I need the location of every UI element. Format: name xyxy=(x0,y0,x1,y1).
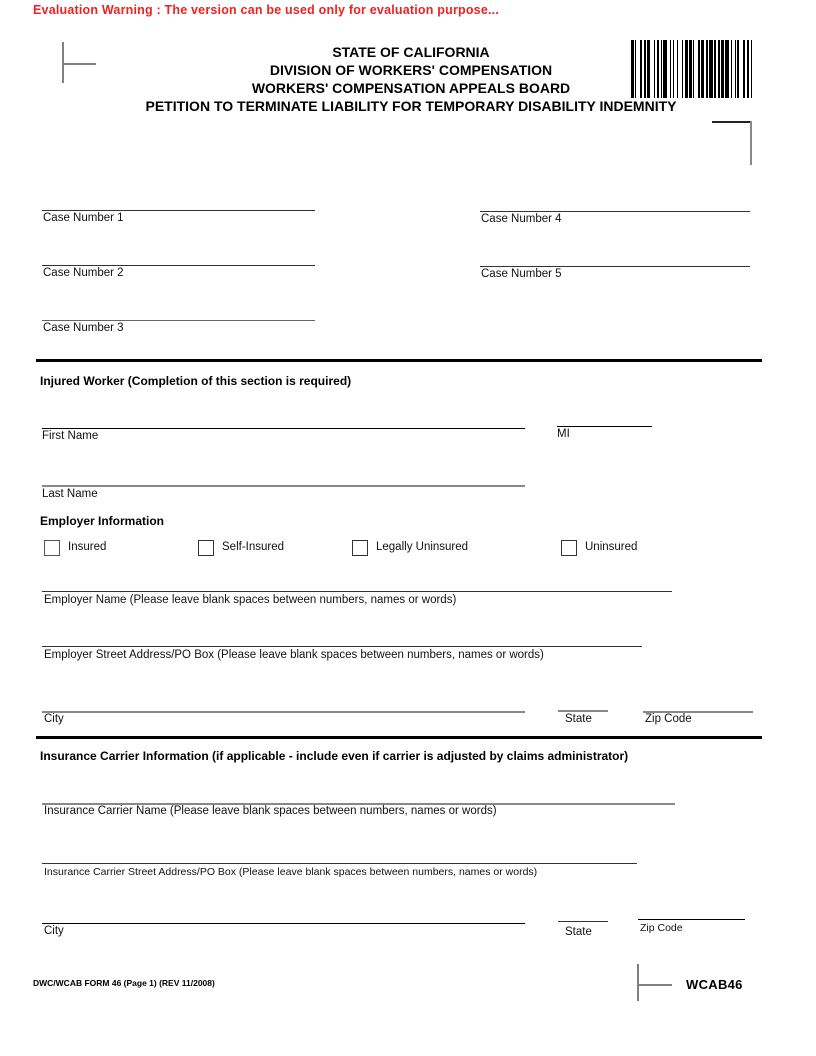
insurance-city-label: City xyxy=(44,925,64,937)
case-number-2-field[interactable] xyxy=(42,265,315,266)
last-name-field[interactable] xyxy=(42,485,525,487)
employer-city-label: City xyxy=(44,713,64,725)
registration-mark xyxy=(637,964,639,1001)
insurance-street-label: Insurance Carrier Street Address/PO Box (Please leave blank spaces between numbers, names or words) xyxy=(44,866,538,878)
employer-state-field[interactable] xyxy=(558,710,608,712)
form-code: WCAB46 xyxy=(686,977,743,992)
employer-state-label: State xyxy=(565,713,592,725)
last-name-label: Last Name xyxy=(42,488,98,500)
case-number-1-field[interactable] xyxy=(42,210,315,211)
insurance-zip-field[interactable] xyxy=(638,919,745,920)
case-number-5-field[interactable] xyxy=(480,266,750,267)
insurance-heading: Insurance Carrier Information (if applicable - include even if carrier is adjusted by claims administrator) xyxy=(40,749,629,763)
checkbox-legally-uninsured[interactable] xyxy=(352,540,368,556)
employer-street-label: Employer Street Address/PO Box (Please leave blank spaces between numbers, names or words) xyxy=(44,649,544,661)
case-number-3-label: Case Number 3 xyxy=(43,322,124,334)
checkbox-legally-uninsured-label: Legally Uninsured xyxy=(376,541,469,553)
case-number-4-label: Case Number 4 xyxy=(481,213,562,225)
checkbox-uninsured-label: Uninsured xyxy=(585,541,638,553)
header-state: STATE OF CALIFORNIA xyxy=(332,44,490,60)
page-title: PETITION TO TERMINATE LIABILITY FOR TEMPORARY DISABILITY INDEMNITY xyxy=(145,98,677,114)
section-divider xyxy=(36,736,762,739)
checkbox-uninsured[interactable] xyxy=(561,540,577,556)
employer-name-field[interactable] xyxy=(42,591,672,592)
insurance-street-field[interactable] xyxy=(42,863,637,864)
insurance-city-field[interactable] xyxy=(42,923,525,924)
case-number-1-label: Case Number 1 xyxy=(43,212,124,224)
middle-initial-field[interactable] xyxy=(557,426,652,427)
checkbox-insured[interactable] xyxy=(44,540,60,556)
insurance-state-field[interactable] xyxy=(558,921,608,922)
checkbox-insured-label: Insured xyxy=(68,541,107,553)
employer-zip-label: Zip Code xyxy=(645,713,692,725)
section-divider xyxy=(36,359,762,362)
employer-street-field[interactable] xyxy=(42,646,642,647)
employer-city-field[interactable] xyxy=(42,711,525,713)
registration-mark xyxy=(750,121,752,165)
evaluation-warning: Evaluation Warning : The version can be used only for evaluation purpose... xyxy=(33,3,500,17)
employer-name-label: Employer Name (Please leave blank spaces between numbers, names or words) xyxy=(44,594,457,606)
header-division: DIVISION OF WORKERS' COMPENSATION xyxy=(269,62,553,78)
checkbox-self-insured[interactable] xyxy=(198,540,214,556)
case-number-4-field[interactable] xyxy=(480,211,750,212)
registration-mark xyxy=(637,984,672,986)
case-number-3-field[interactable] xyxy=(42,320,315,321)
first-name-label: First Name xyxy=(42,430,99,442)
insurance-name-label: Insurance Carrier Name (Please leave blank spaces between numbers, names or words) xyxy=(44,805,497,817)
employer-heading: Employer Information xyxy=(40,514,165,528)
middle-initial-label: MI xyxy=(557,428,570,440)
insurance-zip-label: Zip Code xyxy=(640,922,683,934)
first-name-field[interactable] xyxy=(42,428,525,429)
case-number-2-label: Case Number 2 xyxy=(43,267,124,279)
case-number-5-label: Case Number 5 xyxy=(481,268,562,280)
insurance-state-label: State xyxy=(565,926,592,938)
header-board: WORKERS' COMPENSATION APPEALS BOARD xyxy=(251,80,571,96)
injured-worker-heading: Injured Worker (Completion of this section is required) xyxy=(40,374,352,388)
registration-mark xyxy=(712,121,752,123)
barcode-icon xyxy=(631,40,752,98)
checkbox-self-insured-label: Self-Insured xyxy=(222,541,285,553)
form-id: DWC/WCAB FORM 46 (Page 1) (REV 11/2008) xyxy=(33,978,215,988)
